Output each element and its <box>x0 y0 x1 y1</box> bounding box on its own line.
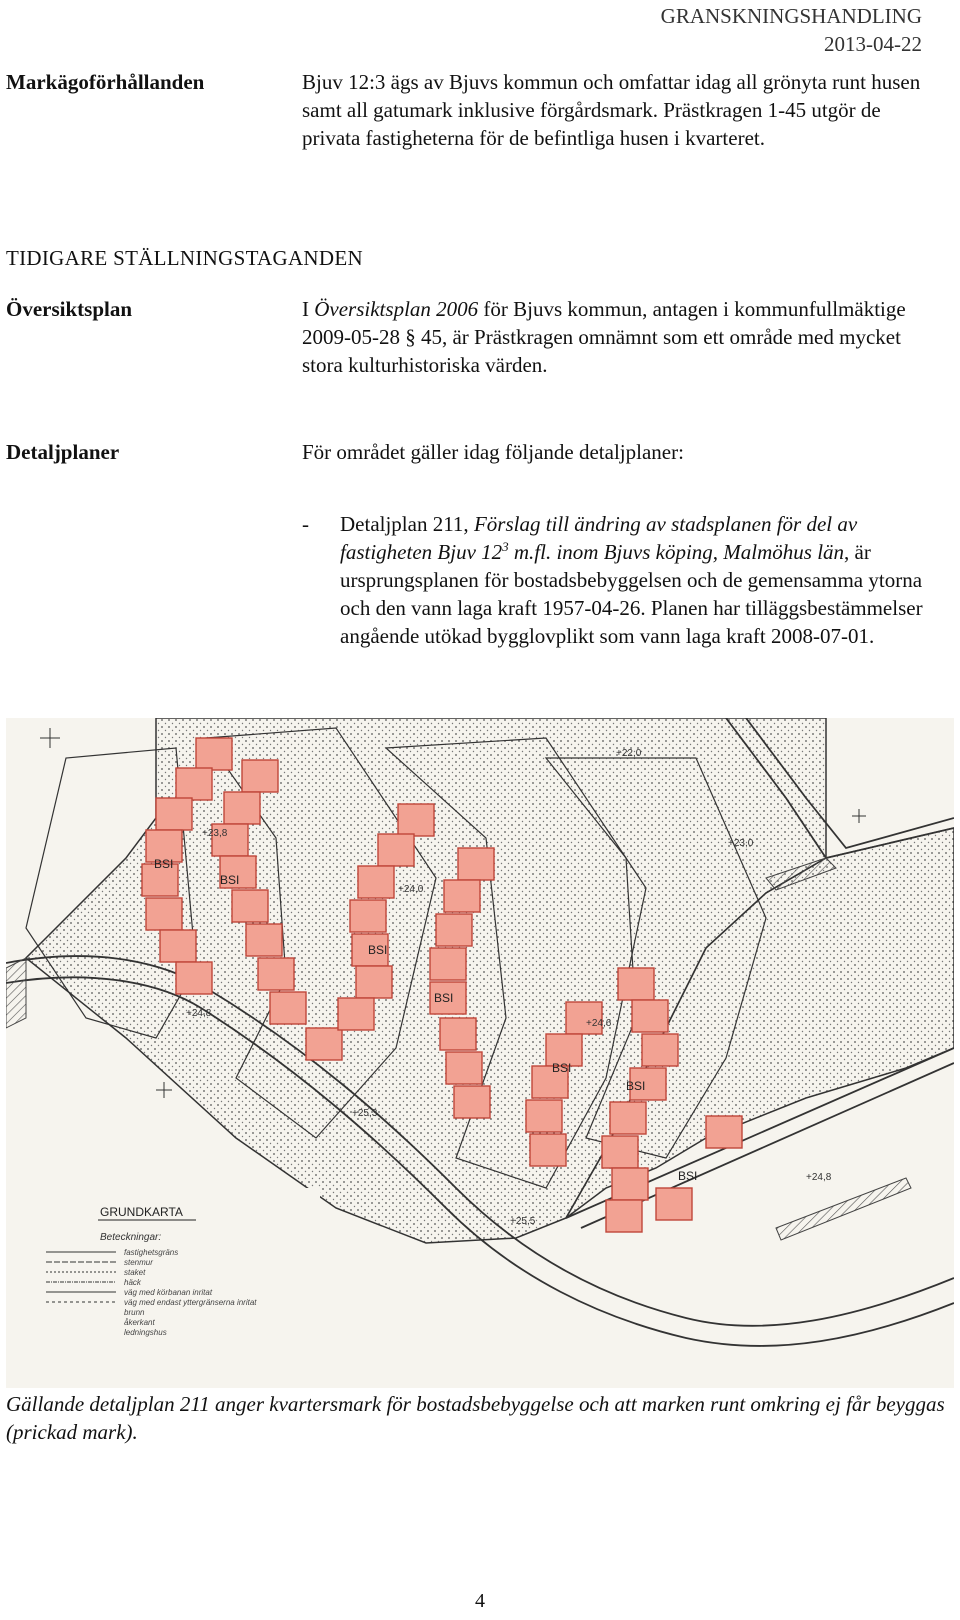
legend-item: fastighetsgräns <box>124 1248 179 1257</box>
bsi-label: BSI <box>368 943 388 957</box>
map-caption: Gällande detaljplan 211 anger kvartersmark för bostadsbebyggelse och att marken runt omkring ej får beyggas (prickad mark). <box>6 1392 945 1444</box>
document-date: 2013-04-22 <box>824 32 922 56</box>
section-text-oversiktsplan <box>302 295 942 379</box>
detaljplan-211-text <box>340 510 940 650</box>
legend-item: väg med endast yttergränserna inritat <box>124 1298 257 1307</box>
bsi-label: BSI <box>154 857 174 871</box>
elevation-label: +22,0 <box>616 748 642 759</box>
section-label-detaljplaner: Detaljplaner <box>6 440 120 464</box>
section-label-markagare: Markägoförhållanden <box>6 70 205 94</box>
document-header <box>661 2 922 58</box>
list-dash: - <box>302 512 309 536</box>
detaljplan-title-sup: 3 <box>502 539 509 554</box>
detaljplan-text-p2: , är ursprungsplanen för bostadsbebyggelsen och de gemensamma ytorna och den vann laga kraft 1957-04-26. Planen har tilläggsbestämmelser angående utökad bygglovplikt som vann laga kraft 2008-07-01. <box>340 540 923 648</box>
legend-item: staket <box>124 1268 146 1277</box>
legend-item: åkerkant <box>124 1318 155 1327</box>
map-grundkarta-title: GRUNDKARTA <box>100 1205 183 1219</box>
bsi-label: BSI <box>678 1169 698 1183</box>
oversiktsplan-text-post: för Bjuvs kommun, antagen i kommunfullmäktige 2009-05-28 § 45, är Prästkragen omnämnt som ett område med mycket stora kulturhistoriska värden. <box>302 297 906 377</box>
elevation-label: +23,8 <box>202 828 228 839</box>
detaljplan-title-part1: Förslag till ändring av stadsplanen för del av fastigheten Bjuv 12 <box>340 512 858 564</box>
section-text-markagare: Bjuv 12:3 ägs av Bjuvs kommun och omfattar idag all grönyta runt husen samt all gatumark inklusive förgårdsmark. Prästkragen 1-45 utgör de privata fastigheterna för de befintliga husen i kvarteret. <box>302 70 921 150</box>
bsi-label: BSI <box>552 1061 572 1075</box>
map-legend-title: Beteckningar: <box>100 1232 162 1243</box>
page-number: 4 <box>475 1590 485 1612</box>
section-heading: TIDIGARE STÄLLNINGSTAGANDEN <box>6 246 363 270</box>
elevation-label: +24,8 <box>806 1172 832 1183</box>
oversiktsplan-text-pre: I <box>302 297 315 321</box>
bsi-label: BSI <box>434 991 454 1005</box>
detaljplaner-intro: För området gäller idag följande detaljplaner: <box>302 440 684 464</box>
detaljplan-title-part2: m.fl. inom Bjuvs köping, Malmöhus län <box>508 540 845 564</box>
section-label-oversiktsplan: Översiktsplan <box>6 297 133 321</box>
bsi-label: BSI <box>220 873 240 887</box>
legend-item: ledningshus <box>124 1328 167 1337</box>
elevation-label: +24,0 <box>398 884 424 895</box>
elevation-label: +25,5 <box>510 1216 536 1227</box>
legend-item: stenmur <box>124 1258 153 1267</box>
bsi-label: BSI <box>626 1079 646 1093</box>
elevation-label: +24,6 <box>586 1018 612 1029</box>
document-status: GRANSKNINGSHANDLING <box>660 4 922 28</box>
legend-item: häck <box>124 1278 141 1287</box>
elevation-label: +25,3 <box>352 1108 378 1119</box>
legend-item: väg med körbanan inritat <box>124 1288 213 1297</box>
legend-item: brunn <box>124 1308 145 1317</box>
detaljplan-text-p1: Detaljplan 211, <box>340 512 474 536</box>
elevation-label: +24,8 <box>186 1008 212 1019</box>
oversiktsplan-title: Översiktsplan 2006 <box>314 297 479 321</box>
elevation-label: +23,0 <box>728 838 754 849</box>
detaljplan-map <box>6 718 954 1388</box>
